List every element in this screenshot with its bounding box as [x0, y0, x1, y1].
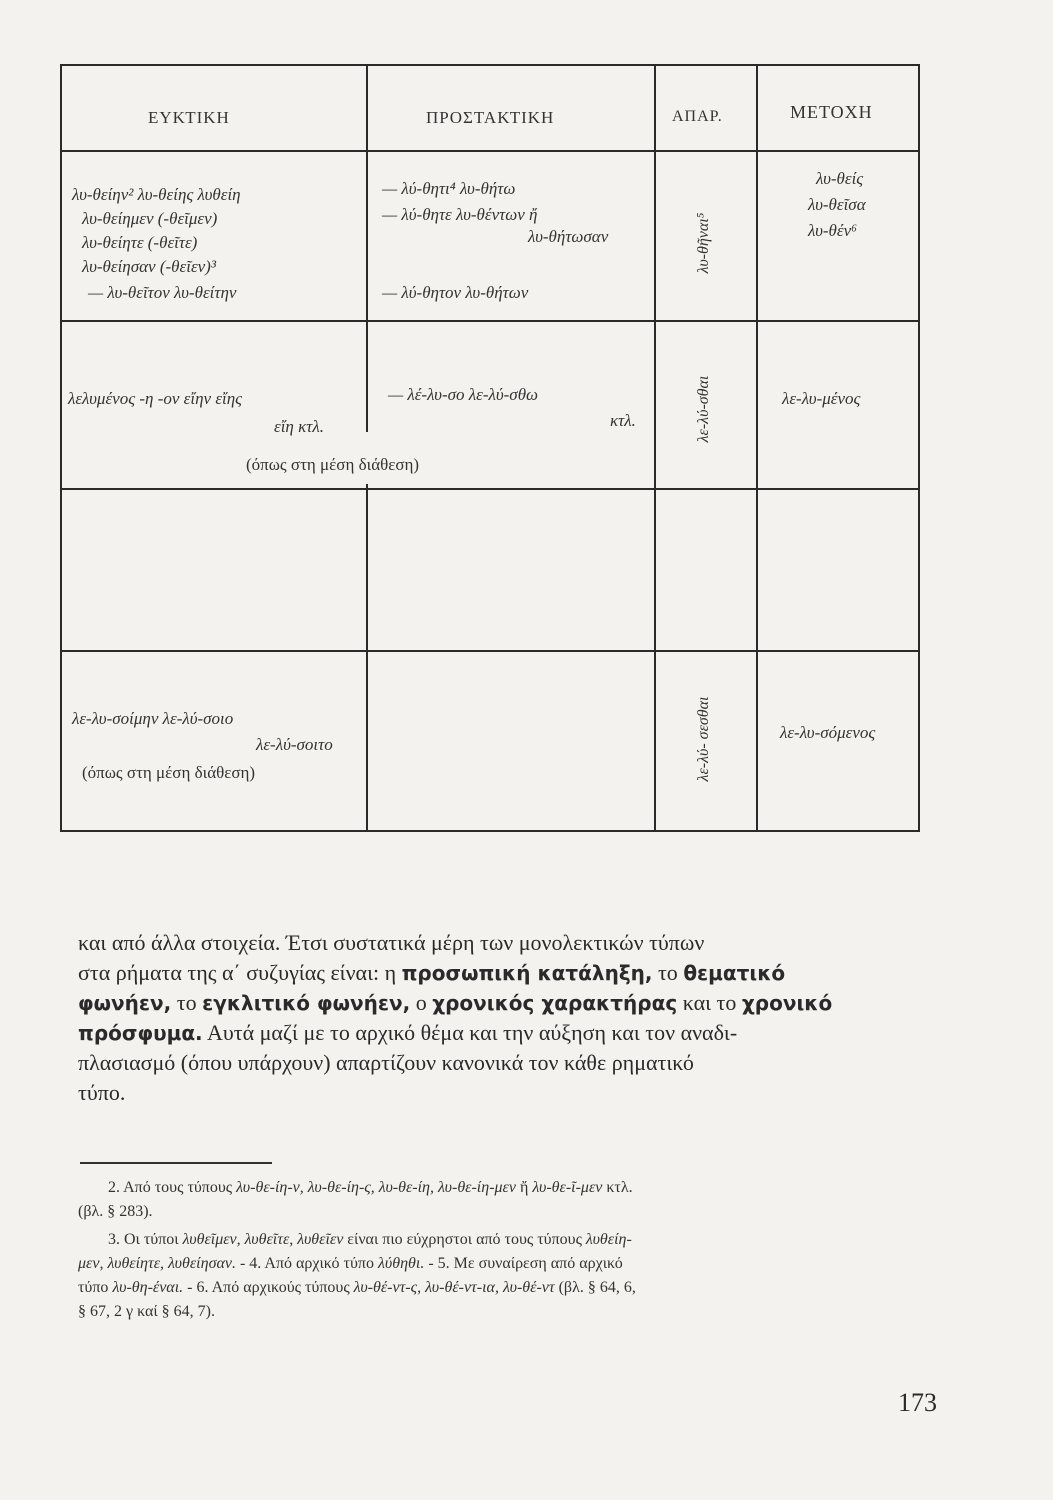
row2-imperative-line: κτλ. — [610, 411, 636, 430]
text-span: και από άλλα στοιχεία. Έτσι συστατικά μέρη των μονολεκτικών τύπων — [78, 930, 705, 955]
row1-participle-line: λυ-θείς — [816, 169, 864, 188]
row2-optative-line: λελυμένος -η -ον εἴην εἴης — [68, 389, 243, 408]
text-span: στα ρήματα της α΄ συζυγίας είναι: η — [78, 960, 402, 985]
text-span: είναι πιο εύχρηστοι από τους τύπους — [343, 1231, 586, 1248]
body-paragraph — [78, 928, 938, 1108]
header-optative: ΕΥΚΤΙΚΗ — [148, 108, 230, 127]
italic-span: λυ-θέ-ντ-ς, λυ-θέ-ντ-ια, λυ-θέ-ντ — [353, 1279, 555, 1296]
paragraph-line — [78, 988, 938, 1018]
row1-participle-line: λυ-θεῖσα — [808, 195, 866, 214]
term-bold: φωνήεν, — [78, 991, 172, 1015]
text-span: - 4. Από αρχικό τύπο — [235, 1255, 378, 1272]
row2-infinitive: λε-λύ-σθαι — [695, 375, 712, 443]
header-participle: ΜΕΤΟΧΗ — [790, 102, 873, 122]
text-span: τύπο. — [78, 1080, 126, 1105]
footnote-divider — [80, 1162, 272, 1164]
term-bold: χρονικός χαρακτήρας — [432, 991, 678, 1015]
italic-span: μεν, λυθείητε, λυθείησαν. — [78, 1255, 236, 1272]
row2-spanning-note: (όπως στη μέση διάθεση) — [246, 455, 420, 474]
row1-optative-line: λυ-θείησαν (-θεῖεν)³ — [82, 257, 216, 276]
paragraph-line — [78, 1048, 938, 1078]
row1-imperative-line: — λύ-θητον λυ-θήτων — [382, 283, 529, 302]
text-span: το — [652, 960, 684, 985]
row1-optative-line: λυ-θείητε (-θεῖτε) — [82, 233, 198, 252]
paragraph-line — [78, 1078, 938, 1108]
italic-span: λυθείη- — [585, 1231, 632, 1248]
col-divider-1a — [366, 64, 368, 432]
header-imperative: ΠΡΟΣΤΑΚΤΙΚΗ — [426, 108, 555, 127]
italic-span: λυθεῖμεν, λυθεῖτε, λυθεῖεν — [182, 1231, 344, 1248]
text-span: - 6. Από αρχικούς τύπους — [183, 1279, 354, 1296]
row3-divider — [60, 650, 920, 652]
row4-infinitive: λε-λύ- σεσθαι — [695, 696, 712, 782]
paragraph-line — [78, 958, 938, 988]
row1-divider — [60, 320, 920, 322]
italic-span: λυ-θε-ῖ-μεν — [532, 1179, 603, 1196]
footnote-line — [78, 1176, 938, 1200]
text-span: τύπο — [78, 1279, 113, 1296]
row4-optative-line: λε-λυ-σοίμην λε-λύ-σοιο — [72, 709, 234, 728]
table-border-top — [60, 64, 920, 66]
conjugation-table — [60, 64, 920, 832]
text-span: ἤ — [515, 1179, 533, 1196]
row1-optative-line: λυ-θείην² λυ-θείης λυθείη — [72, 185, 241, 204]
row1-imperative-line: — λύ-θητι⁴ λυ-θήτω — [382, 179, 516, 198]
row1-imperative-line: — λύ-θητε λυ-θέντων ἤ — [382, 205, 538, 224]
row2-imperative-line: — λέ-λυ-σο λε-λύ-σθω — [388, 385, 539, 404]
row1-participle-line: λυ-θέν⁶ — [808, 221, 858, 240]
text-span: (βλ. § 283). — [78, 1203, 153, 1220]
header-divider — [60, 150, 920, 152]
text-span: - 5. Με συναίρεση από αρχικό — [424, 1255, 623, 1272]
term-bold: θεματικό — [683, 961, 786, 985]
text-span: 2. Από τους τύπους — [108, 1179, 237, 1196]
italic-span: λυ-θε-ίη-ν, λυ-θε-ίη-ς, λυ-θε-ίη, λυ-θε-ίη-μεν — [236, 1179, 516, 1196]
page-number: 173 — [898, 1388, 937, 1417]
row2-divider — [60, 488, 920, 490]
table-border-right — [918, 64, 920, 832]
paragraph-line — [78, 1018, 938, 1048]
text-span: και το — [677, 990, 742, 1015]
table-border-bottom — [60, 830, 920, 832]
row1-optative-line: λυ-θείημεν (-θεῖμεν) — [82, 209, 218, 228]
italic-span: λυ-θη-έναι. — [112, 1279, 184, 1296]
term-bold: πρόσφυμα. — [78, 1021, 203, 1045]
row4-participle: λε-λυ-σόμενος — [780, 723, 876, 742]
row2-optative-line: εἴη κτλ. — [274, 417, 324, 436]
footnote-line — [78, 1228, 938, 1252]
text-span: (βλ. § 64, 6, — [554, 1279, 636, 1296]
text-span: § 67, 2 γ καί § 64, 7). — [78, 1303, 216, 1320]
text-span: 3. Οι τύποι — [108, 1231, 183, 1248]
row2-participle: λε-λυ-μένος — [782, 389, 861, 408]
text-span: κτλ. — [602, 1179, 633, 1196]
table-border-left — [60, 64, 62, 832]
term-bold: προσωπική κατάληξη, — [401, 961, 653, 985]
row4-optative-line: (όπως στη μέση διάθεση) — [82, 763, 256, 782]
footnote-line — [78, 1276, 938, 1300]
text-span: ο — [410, 990, 433, 1015]
row1-optative-line: — λυ-θεῖτον λυ-θείτην — [88, 283, 237, 302]
text-span: Αυτά μαζί με το αρχικό θέμα και την αύξηση και τον αναδι- — [202, 1020, 738, 1045]
italic-span: λύθηθι. — [377, 1255, 425, 1272]
footnote-line — [78, 1300, 938, 1324]
row4-optative-line: λε-λύ-σοιτο — [256, 735, 333, 754]
term-bold: χρονικό — [741, 991, 833, 1015]
paragraph-line — [78, 928, 938, 958]
col-divider-3 — [756, 64, 758, 832]
col-divider-2 — [654, 64, 656, 832]
row1-imperative-line: λυ-θήτωσαν — [528, 227, 609, 246]
term-bold: εγκλιτικό φωνήεν, — [202, 991, 411, 1015]
footnote-line — [78, 1200, 938, 1224]
col-divider-1b — [366, 484, 368, 832]
footnotes — [78, 1176, 938, 1324]
footnote-line — [78, 1252, 938, 1276]
text-span: το — [171, 990, 203, 1015]
header-infinitive: ΑΠΑΡ. — [672, 108, 723, 125]
text-span: πλασιασμό (όπου υπάρχουν) απαρτίζουν κανονικά τον κάθε ρηματικό — [78, 1050, 694, 1075]
row1-infinitive: λυ-θῆναι⁵ — [695, 212, 712, 274]
